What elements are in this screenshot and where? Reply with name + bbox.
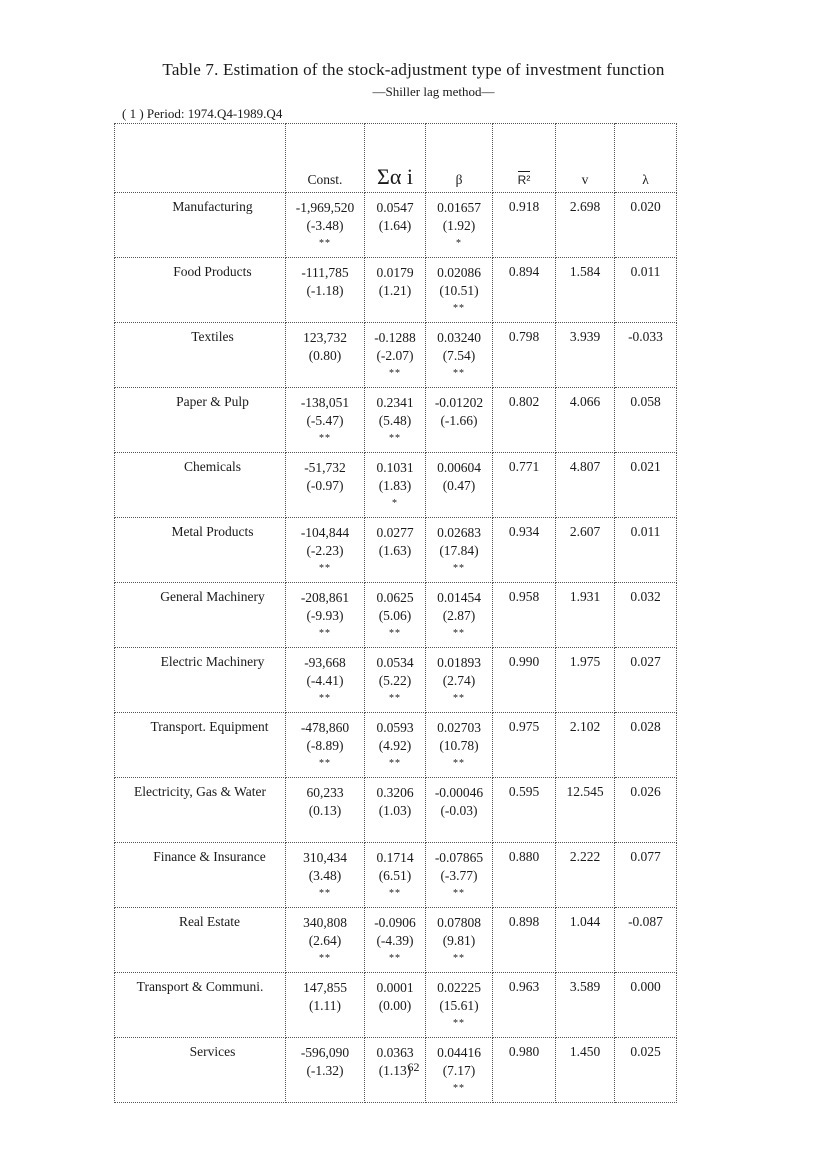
const-estimate: -51,732	[304, 460, 346, 475]
const-t-value: (0.13)	[308, 803, 342, 818]
beta-cell	[426, 648, 493, 713]
sum-alpha-estimate: 0.0534	[376, 655, 414, 670]
beta-significance: **	[453, 888, 465, 899]
const-estimate: 340,808	[303, 915, 347, 930]
v-cell: 1.975	[556, 648, 615, 713]
const-t-value: (-4.41)	[306, 673, 344, 688]
beta-cell	[426, 843, 493, 908]
industry-name: Paper & Pulp	[115, 388, 286, 453]
industry-name: Transport. Equipment	[115, 713, 286, 778]
table-row	[115, 518, 677, 583]
v-cell: 2.222	[556, 843, 615, 908]
sum-alpha-estimate: 0.0547	[376, 200, 414, 215]
sum-alpha-t-value: (5.06)	[378, 608, 412, 623]
lambda-cell: -0.033	[615, 323, 677, 388]
industry-name: Real Estate	[115, 908, 286, 973]
sum-alpha-cell	[365, 778, 426, 843]
const-cell	[286, 973, 365, 1038]
sum-alpha-significance: **	[389, 433, 401, 444]
header-industry	[115, 124, 286, 193]
lambda-cell: 0.011	[615, 518, 677, 583]
const-t-value: (-1.32)	[306, 1063, 344, 1078]
beta-significance: **	[453, 628, 465, 639]
sum-alpha-cell	[365, 193, 426, 258]
sum-alpha-estimate: 0.0277	[376, 525, 414, 540]
rbar2-cell: 0.798	[493, 323, 556, 388]
sum-alpha-estimate: 0.0625	[376, 590, 414, 605]
sum-alpha-cell	[365, 258, 426, 323]
const-cell	[286, 778, 365, 843]
const-estimate: -111,785	[301, 265, 349, 280]
beta-estimate: -0.01202	[434, 395, 484, 410]
sum-alpha-significance: **	[389, 693, 401, 704]
v-cell: 1.044	[556, 908, 615, 973]
sum-alpha-cell	[365, 323, 426, 388]
const-cell	[286, 713, 365, 778]
table-subtitle: —Shiller lag method—	[372, 84, 495, 99]
sum-alpha-t-value: (-4.39)	[376, 933, 414, 948]
industry-name: General Machinery	[115, 583, 286, 648]
beta-estimate: 0.01657	[437, 200, 481, 215]
sum-alpha-significance: **	[389, 628, 401, 639]
sum-alpha-estimate: 0.1031	[376, 460, 414, 475]
const-significance: **	[319, 758, 331, 769]
rbar2-cell: 0.934	[493, 518, 556, 583]
sum-alpha-t-value: (6.51)	[378, 868, 412, 883]
rbar2-cell: 0.990	[493, 648, 556, 713]
beta-cell	[426, 388, 493, 453]
beta-estimate: 0.02225	[437, 980, 481, 995]
beta-significance: **	[453, 303, 465, 314]
sum-alpha-symbol: Σα i	[377, 164, 413, 189]
header-v: v	[556, 124, 615, 193]
table-row	[115, 453, 677, 518]
beta-estimate: 0.02703	[437, 720, 481, 735]
beta-t-value: (1.92)	[442, 218, 476, 233]
sum-alpha-estimate: 0.0179	[376, 265, 414, 280]
const-estimate: 60,233	[306, 785, 344, 800]
beta-cell	[426, 973, 493, 1038]
sum-alpha-significance: **	[389, 888, 401, 899]
rbar2-cell: 0.880	[493, 843, 556, 908]
sum-alpha-cell	[365, 388, 426, 453]
const-estimate: -478,860	[300, 720, 350, 735]
beta-significance: **	[453, 1083, 465, 1094]
beta-cell	[426, 258, 493, 323]
const-t-value: (-8.89)	[306, 738, 344, 753]
sum-alpha-estimate: 0.3206	[376, 785, 414, 800]
v-cell: 12.545	[556, 778, 615, 843]
v-cell: 4.807	[556, 453, 615, 518]
const-cell	[286, 583, 365, 648]
beta-estimate: 0.00604	[437, 460, 481, 475]
beta-estimate: 0.02086	[437, 265, 481, 280]
table-row	[115, 778, 677, 843]
const-estimate: -1,969,520	[295, 200, 355, 215]
beta-significance: **	[453, 563, 465, 574]
const-estimate: 310,434	[303, 850, 347, 865]
industry-name: Chemicals	[115, 453, 286, 518]
table-row	[115, 908, 677, 973]
v-cell: 2.102	[556, 713, 615, 778]
industry-name: Electric Machinery	[115, 648, 286, 713]
const-t-value: (1.11)	[308, 998, 342, 1013]
const-significance: **	[319, 953, 331, 964]
table-row	[115, 583, 677, 648]
lambda-cell: 0.077	[615, 843, 677, 908]
beta-cell	[426, 453, 493, 518]
rbar2-cell: 0.771	[493, 453, 556, 518]
sum-alpha-t-value: (5.48)	[378, 413, 412, 428]
beta-t-value: (9.81)	[442, 933, 476, 948]
sum-alpha-significance: **	[389, 953, 401, 964]
table-row	[115, 713, 677, 778]
industry-name: Metal Products	[115, 518, 286, 583]
rbar2-cell: 0.595	[493, 778, 556, 843]
industry-name: Services	[115, 1038, 286, 1103]
sum-alpha-t-value: (1.13)	[378, 1063, 412, 1078]
sum-alpha-t-value: (-2.07)	[376, 348, 414, 363]
beta-t-value: (0.47)	[442, 478, 476, 493]
table-row	[115, 648, 677, 713]
beta-significance: **	[453, 693, 465, 704]
rbar2-cell: 0.963	[493, 973, 556, 1038]
const-significance: **	[319, 628, 331, 639]
table-row	[115, 388, 677, 453]
beta-t-value: (-1.66)	[440, 413, 478, 428]
const-t-value: (-1.18)	[306, 283, 344, 298]
page-number: 62	[407, 1060, 420, 1074]
beta-t-value: (-3.77)	[440, 868, 478, 883]
rbar2-cell: 0.980	[493, 1038, 556, 1103]
sum-alpha-cell	[365, 843, 426, 908]
const-estimate: -208,861	[300, 590, 350, 605]
v-cell: 2.607	[556, 518, 615, 583]
header-row	[115, 124, 677, 193]
beta-t-value: (7.54)	[442, 348, 476, 363]
industry-name: Electricity, Gas & Water	[115, 778, 286, 843]
beta-estimate: -0.00046	[434, 785, 484, 800]
sum-alpha-cell	[365, 518, 426, 583]
sum-alpha-cell	[365, 908, 426, 973]
lambda-cell: 0.026	[615, 778, 677, 843]
rbar2-cell: 0.802	[493, 388, 556, 453]
const-t-value: (-9.93)	[306, 608, 344, 623]
header-rbar2	[493, 124, 556, 193]
lambda-cell: 0.011	[615, 258, 677, 323]
table-row	[115, 843, 677, 908]
beta-t-value: (2.87)	[442, 608, 476, 623]
beta-cell	[426, 778, 493, 843]
const-cell	[286, 258, 365, 323]
const-cell	[286, 453, 365, 518]
const-t-value: (-0.97)	[306, 478, 344, 493]
sum-alpha-t-value: (1.03)	[378, 803, 412, 818]
beta-estimate: 0.01454	[437, 590, 481, 605]
sum-alpha-significance: **	[389, 758, 401, 769]
beta-significance: *	[456, 238, 462, 249]
v-cell: 1.450	[556, 1038, 615, 1103]
sum-alpha-t-value: (4.92)	[378, 738, 412, 753]
beta-t-value: (7.17)	[442, 1063, 476, 1078]
const-estimate: 123,732	[303, 330, 347, 345]
beta-cell	[426, 713, 493, 778]
rbar2-cell: 0.958	[493, 583, 556, 648]
const-cell	[286, 323, 365, 388]
table-row	[115, 193, 677, 258]
beta-estimate: 0.04416	[437, 1045, 481, 1060]
lambda-cell: 0.000	[615, 973, 677, 1038]
sum-alpha-estimate: -0.1288	[374, 330, 416, 345]
beta-significance: **	[453, 1018, 465, 1029]
beta-t-value: (10.51)	[439, 283, 479, 298]
industry-name: Food Products	[115, 258, 286, 323]
const-t-value: (-3.48)	[306, 218, 344, 233]
v-cell: 4.066	[556, 388, 615, 453]
beta-estimate: 0.02683	[437, 525, 481, 540]
sum-alpha-significance: **	[389, 368, 401, 379]
sum-alpha-t-value: (5.22)	[378, 673, 412, 688]
const-t-value: (3.48)	[308, 868, 342, 883]
const-estimate: -596,090	[300, 1045, 350, 1060]
rbar2-cell: 0.898	[493, 908, 556, 973]
beta-cell	[426, 323, 493, 388]
sum-alpha-estimate: 0.0001	[376, 980, 414, 995]
beta-t-value: (17.84)	[439, 543, 479, 558]
estimation-table	[114, 123, 677, 1103]
table-row	[115, 258, 677, 323]
const-cell	[286, 648, 365, 713]
const-t-value: (2.64)	[308, 933, 342, 948]
sum-alpha-estimate: 0.2341	[376, 395, 414, 410]
beta-t-value: (15.61)	[439, 998, 479, 1013]
v-cell: 2.698	[556, 193, 615, 258]
const-cell	[286, 193, 365, 258]
rbar2-cell: 0.918	[493, 193, 556, 258]
const-significance: **	[319, 888, 331, 899]
sum-alpha-t-value: (1.83)	[378, 478, 412, 493]
v-cell: 3.589	[556, 973, 615, 1038]
sum-alpha-t-value: (1.63)	[378, 543, 412, 558]
beta-cell	[426, 583, 493, 648]
sum-alpha-cell	[365, 648, 426, 713]
const-t-value: (-2.23)	[306, 543, 344, 558]
beta-t-value: (-0.03)	[440, 803, 478, 818]
beta-significance: **	[453, 953, 465, 964]
table-row	[115, 973, 677, 1038]
lambda-cell: 0.020	[615, 193, 677, 258]
beta-cell	[426, 193, 493, 258]
const-estimate: -104,844	[300, 525, 350, 540]
const-t-value: (0.80)	[308, 348, 342, 363]
const-estimate: -93,668	[304, 655, 346, 670]
lambda-cell: 0.032	[615, 583, 677, 648]
beta-estimate: -0.07865	[434, 850, 484, 865]
industry-name: Manufacturing	[115, 193, 286, 258]
table-title: Table 7. Estimation of the stock-adjustment type of investment function	[162, 60, 665, 79]
rbar2-cell: 0.894	[493, 258, 556, 323]
v-cell: 1.931	[556, 583, 615, 648]
const-cell	[286, 388, 365, 453]
v-cell: 3.939	[556, 323, 615, 388]
sum-alpha-significance: *	[392, 498, 398, 509]
rbar2-cell: 0.975	[493, 713, 556, 778]
header-beta: β	[426, 124, 493, 193]
lambda-cell: 0.028	[615, 713, 677, 778]
beta-estimate: 0.07808	[437, 915, 481, 930]
lambda-cell: 0.027	[615, 648, 677, 713]
sum-alpha-t-value: (1.64)	[378, 218, 412, 233]
const-significance: **	[319, 693, 331, 704]
industry-name: Transport & Communi.	[115, 973, 286, 1038]
beta-significance: **	[453, 368, 465, 379]
beta-t-value: (10.78)	[439, 738, 479, 753]
v-cell: 1.584	[556, 258, 615, 323]
header-lambda: λ	[615, 124, 677, 193]
sum-alpha-cell	[365, 583, 426, 648]
industry-name: Finance & Insurance	[115, 843, 286, 908]
beta-cell	[426, 518, 493, 583]
const-cell	[286, 518, 365, 583]
const-significance: **	[319, 433, 331, 444]
beta-t-value: (2.74)	[442, 673, 476, 688]
sum-alpha-estimate: 0.0363	[376, 1045, 414, 1060]
sum-alpha-estimate: -0.0906	[374, 915, 416, 930]
period-label: ( 1 ) Period: 1974.Q4-1989.Q4	[122, 106, 283, 121]
lambda-cell: 0.025	[615, 1038, 677, 1103]
beta-estimate: 0.03240	[437, 330, 481, 345]
sum-alpha-estimate: 0.1714	[376, 850, 414, 865]
lambda-cell: -0.087	[615, 908, 677, 973]
lambda-cell: 0.021	[615, 453, 677, 518]
const-cell	[286, 843, 365, 908]
industry-name: Textiles	[115, 323, 286, 388]
sum-alpha-cell	[365, 713, 426, 778]
sum-alpha-cell	[365, 973, 426, 1038]
sum-alpha-estimate: 0.0593	[376, 720, 414, 735]
beta-significance: **	[453, 758, 465, 769]
const-estimate: 147,855	[303, 980, 347, 995]
header-const: Const.	[286, 124, 365, 193]
const-significance: **	[319, 563, 331, 574]
beta-cell	[426, 908, 493, 973]
rbar2-symbol: R²	[517, 173, 531, 187]
const-significance: **	[319, 238, 331, 249]
lambda-cell: 0.058	[615, 388, 677, 453]
const-t-value: (-5.47)	[306, 413, 344, 428]
const-estimate: -138,051	[300, 395, 350, 410]
const-cell	[286, 908, 365, 973]
table-row	[115, 323, 677, 388]
sum-alpha-t-value: (0.00)	[378, 998, 412, 1013]
header-sum-alpha	[365, 124, 426, 193]
sum-alpha-t-value: (1.21)	[378, 283, 412, 298]
beta-estimate: 0.01893	[437, 655, 481, 670]
sum-alpha-cell	[365, 453, 426, 518]
